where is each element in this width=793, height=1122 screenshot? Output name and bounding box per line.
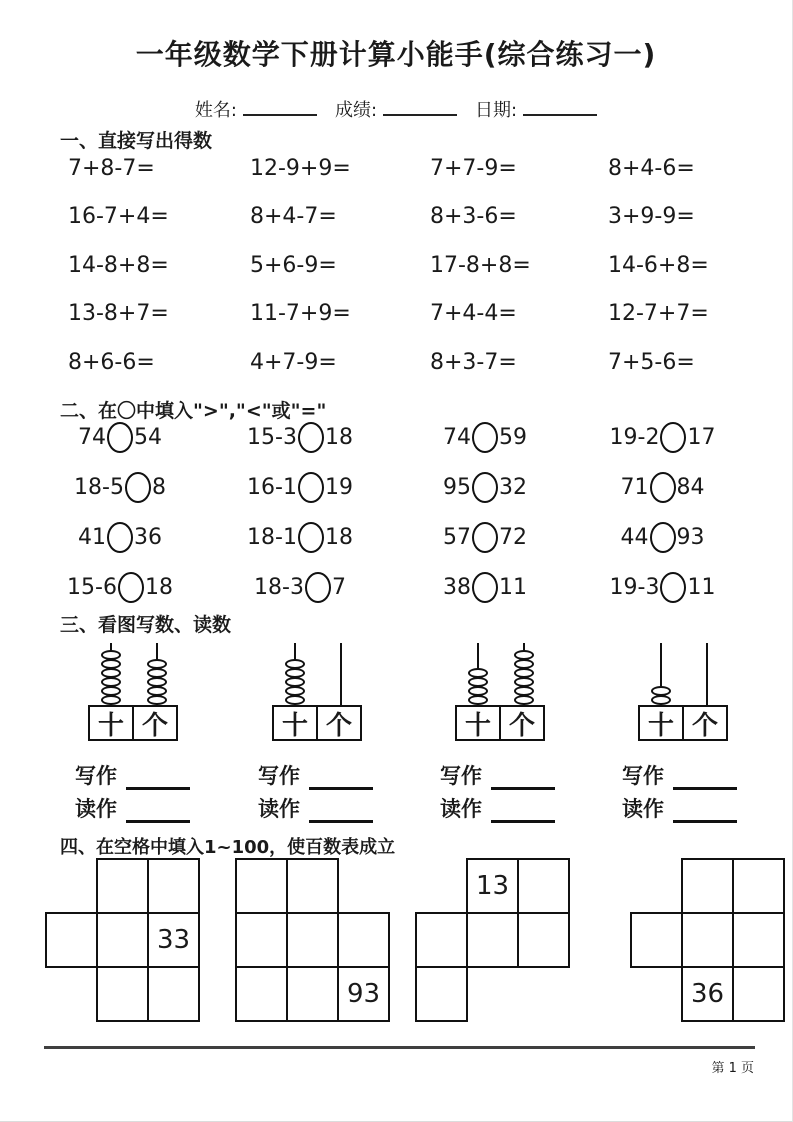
abacus-beads-tens xyxy=(285,660,305,705)
compare-problem xyxy=(200,412,400,462)
calc-problem: 7+8-7= xyxy=(68,155,155,181)
place-value-box xyxy=(638,705,728,741)
grid-cell-empty xyxy=(732,966,785,1022)
read-blank xyxy=(126,800,190,823)
write-read-column xyxy=(75,757,190,823)
compare-problem xyxy=(400,412,570,462)
abacus-bead xyxy=(468,695,488,705)
grid-cell-empty xyxy=(466,912,519,968)
compare-problem xyxy=(200,462,400,512)
place-value-box xyxy=(455,705,545,741)
write-blank xyxy=(309,767,373,790)
grid-cell-empty xyxy=(415,912,468,968)
compare-circle xyxy=(298,472,324,503)
read-line xyxy=(440,790,555,823)
compare-right: 11 xyxy=(499,574,527,600)
compare-problems xyxy=(40,412,755,612)
compare-problem xyxy=(40,562,200,612)
grid-cell-empty xyxy=(732,912,785,968)
compare-left: 57 xyxy=(443,524,471,550)
compare-problem xyxy=(570,462,755,512)
abacus xyxy=(88,643,182,741)
write-line xyxy=(622,757,737,790)
compare-right: 8 xyxy=(151,474,166,500)
name-blank xyxy=(243,98,317,116)
name-score-date-line xyxy=(0,96,792,122)
calc-problem: 8+3-7= xyxy=(430,349,517,375)
compare-right: 93 xyxy=(676,524,705,550)
calc-problem: 7+7-9= xyxy=(430,155,517,181)
abacus-bead xyxy=(651,695,671,705)
abacus-bead xyxy=(514,695,534,705)
write-read-column xyxy=(258,757,373,823)
compare-right: 19 xyxy=(324,474,353,500)
grid-cell-empty xyxy=(732,858,785,914)
grid-cell-empty xyxy=(517,912,570,968)
grid-cell-empty xyxy=(286,858,339,914)
compare-left: 74 xyxy=(443,424,471,450)
page-number: 第 1 页 xyxy=(711,1061,754,1076)
hundred-chart-puzzle xyxy=(45,858,200,1022)
calc-problem: 12-7+7= xyxy=(608,301,709,327)
abacus-beads-ones xyxy=(514,651,534,705)
grid-cell-empty xyxy=(96,912,149,968)
abacus xyxy=(272,643,366,741)
compare-left: 15-3 xyxy=(247,424,297,450)
compare-circle xyxy=(298,422,324,453)
abacus-bead xyxy=(147,695,167,705)
compare-circle xyxy=(107,422,133,453)
calc-problem: 3+9-9= xyxy=(608,204,695,230)
write-line xyxy=(75,757,190,790)
compare-right: 18 xyxy=(324,524,353,550)
read-blank xyxy=(491,800,555,823)
compare-circle xyxy=(660,572,686,603)
ones-label: 个 xyxy=(499,705,545,741)
write-blank xyxy=(126,767,190,790)
read-label: 读作 xyxy=(75,797,117,821)
compare-right: 18 xyxy=(324,424,353,450)
write-line xyxy=(258,757,373,790)
grid-cell-filled: 93 xyxy=(337,966,390,1022)
ones-label: 个 xyxy=(316,705,362,741)
abacus xyxy=(638,643,732,741)
read-line xyxy=(258,790,373,823)
section-four-heading: 四、在空格中填入1~100，使百数表成立 xyxy=(60,837,396,858)
abacus-beads-tens xyxy=(651,687,671,705)
tens-label: 十 xyxy=(638,705,684,741)
compare-problem xyxy=(570,562,755,612)
compare-problem xyxy=(200,562,400,612)
grid-cell-empty xyxy=(415,966,468,1022)
compare-left: 38 xyxy=(443,574,471,600)
write-label: 写作 xyxy=(622,764,664,788)
calc-problem: 8+4-7= xyxy=(250,204,337,230)
compare-left: 18-1 xyxy=(247,524,297,550)
grid-cell-empty xyxy=(96,966,149,1022)
compare-right: 84 xyxy=(676,474,705,500)
compare-right: 72 xyxy=(499,524,527,550)
compare-right: 59 xyxy=(499,424,527,450)
compare-left: 95 xyxy=(443,474,471,500)
grid-cell-empty xyxy=(681,858,734,914)
tens-label: 十 xyxy=(455,705,501,741)
compare-problem xyxy=(40,412,200,462)
write-blank xyxy=(673,767,737,790)
compare-problem xyxy=(400,462,570,512)
compare-circle xyxy=(472,422,498,453)
compare-right: 7 xyxy=(331,574,346,600)
calc-problem: 7+4-4= xyxy=(430,301,517,327)
abacus xyxy=(455,643,549,741)
grid-cell-empty xyxy=(630,912,683,968)
compare-left: 74 xyxy=(78,424,106,450)
grid-cell-empty xyxy=(147,858,200,914)
grid-cell-filled: 13 xyxy=(466,858,519,914)
compare-problem xyxy=(400,562,570,612)
write-blank xyxy=(491,767,555,790)
compare-problem xyxy=(200,512,400,562)
grid-cell-empty xyxy=(96,858,149,914)
write-label: 写作 xyxy=(75,764,117,788)
compare-problem xyxy=(570,412,755,462)
name-label: 姓名: xyxy=(194,100,237,121)
compare-right: 11 xyxy=(687,574,716,600)
abacus-bead xyxy=(101,695,121,705)
compare-circle xyxy=(650,522,676,553)
compare-right: 18 xyxy=(144,574,173,600)
write-line xyxy=(440,757,555,790)
abacus-rod-ones xyxy=(340,643,342,705)
compare-left: 16-1 xyxy=(247,474,297,500)
abacus-rod-ones xyxy=(706,643,708,705)
tens-label: 十 xyxy=(88,705,134,741)
read-label: 读作 xyxy=(440,797,482,821)
compare-problem xyxy=(400,512,570,562)
grid-cell-empty xyxy=(45,912,98,968)
compare-circle xyxy=(660,422,686,453)
compare-problem xyxy=(40,512,200,562)
ones-label: 个 xyxy=(132,705,178,741)
compare-right: 32 xyxy=(499,474,527,500)
grid-cell-empty xyxy=(681,912,734,968)
section-three-heading: 三、看图写数、读数 xyxy=(60,614,232,636)
grid-cell-empty xyxy=(235,912,288,968)
calc-problem: 16-7+4= xyxy=(68,204,169,230)
compare-left: 18-5 xyxy=(74,474,124,500)
write-read-column xyxy=(622,757,737,823)
grid-cell-empty xyxy=(235,966,288,1022)
compare-right: 54 xyxy=(134,424,162,450)
read-line xyxy=(75,790,190,823)
calc-problem: 8+3-6= xyxy=(430,204,517,230)
tens-label: 十 xyxy=(272,705,318,741)
calc-problem: 17-8+8= xyxy=(430,252,531,278)
compare-problem xyxy=(570,512,755,562)
compare-left: 15-6 xyxy=(67,574,117,600)
compare-circle xyxy=(305,572,331,603)
compare-left: 71 xyxy=(620,474,649,500)
hundred-chart-puzzle xyxy=(415,858,570,1022)
ones-label: 个 xyxy=(682,705,728,741)
compare-circle xyxy=(472,522,498,553)
calc-problem: 11-7+9= xyxy=(250,301,351,327)
read-line xyxy=(622,790,737,823)
write-label: 写作 xyxy=(258,764,300,788)
grid-cell-empty xyxy=(147,966,200,1022)
compare-circle xyxy=(650,472,676,503)
compare-circle xyxy=(472,572,498,603)
abacus-bead xyxy=(285,695,305,705)
write-label: 写作 xyxy=(440,764,482,788)
read-label: 读作 xyxy=(622,797,664,821)
write-read-column xyxy=(440,757,555,823)
read-blank xyxy=(309,800,373,823)
footer-rule xyxy=(44,1046,755,1049)
abacus-beads-tens xyxy=(101,651,121,705)
compare-right: 17 xyxy=(687,424,716,450)
calc-problem: 4+7-9= xyxy=(250,349,337,375)
compare-circle xyxy=(298,522,324,553)
grid-cell-filled: 33 xyxy=(147,912,200,968)
grid-cell-filled: 36 xyxy=(681,966,734,1022)
grid-cell-empty xyxy=(517,858,570,914)
calc-problem: 7+5-6= xyxy=(608,349,695,375)
grid-cell-empty xyxy=(286,966,339,1022)
compare-circle xyxy=(107,522,133,553)
compare-right: 36 xyxy=(134,524,162,550)
grid-cell-empty xyxy=(286,912,339,968)
abacus-beads-ones xyxy=(147,660,167,705)
date-label: 日期: xyxy=(475,100,518,121)
grid-cell-empty xyxy=(235,858,288,914)
calc-problem: 8+4-6= xyxy=(608,155,695,181)
score-label: 成绩: xyxy=(334,100,378,121)
grid-cell-empty xyxy=(337,912,390,968)
section-two-heading: 二、在〇中填入">","<"或"=" xyxy=(60,400,327,422)
abacus-beads-tens xyxy=(468,669,488,705)
calc-problem: 5+6-9= xyxy=(250,252,337,278)
page-title: 一年级数学下册计算小能手(综合练习一) xyxy=(135,38,657,71)
calc-problems xyxy=(68,144,768,387)
read-blank xyxy=(673,800,737,823)
hundred-chart-puzzle xyxy=(630,858,785,1022)
compare-left: 19-2 xyxy=(609,424,660,450)
compare-circle xyxy=(472,472,498,503)
compare-circle xyxy=(125,472,151,503)
place-value-box xyxy=(272,705,362,741)
hundred-chart-puzzle xyxy=(235,858,390,1022)
compare-circle xyxy=(118,572,144,603)
compare-left: 19-3 xyxy=(609,574,660,600)
compare-left: 18-3 xyxy=(254,574,304,600)
calc-problem: 8+6-6= xyxy=(68,349,155,375)
calc-problem: 13-8+7= xyxy=(68,301,169,327)
calc-problem: 14-6+8= xyxy=(608,252,709,278)
read-label: 读作 xyxy=(258,797,300,821)
compare-left: 41 xyxy=(78,524,106,550)
calc-problem: 12-9+9= xyxy=(250,155,351,181)
compare-left: 44 xyxy=(620,524,649,550)
calc-problem: 14-8+8= xyxy=(68,252,169,278)
date-blank xyxy=(523,98,597,116)
score-blank xyxy=(383,98,457,116)
place-value-box xyxy=(88,705,178,741)
section-one-heading: 一、直接写出得数 xyxy=(60,130,213,152)
compare-problem xyxy=(40,462,200,512)
